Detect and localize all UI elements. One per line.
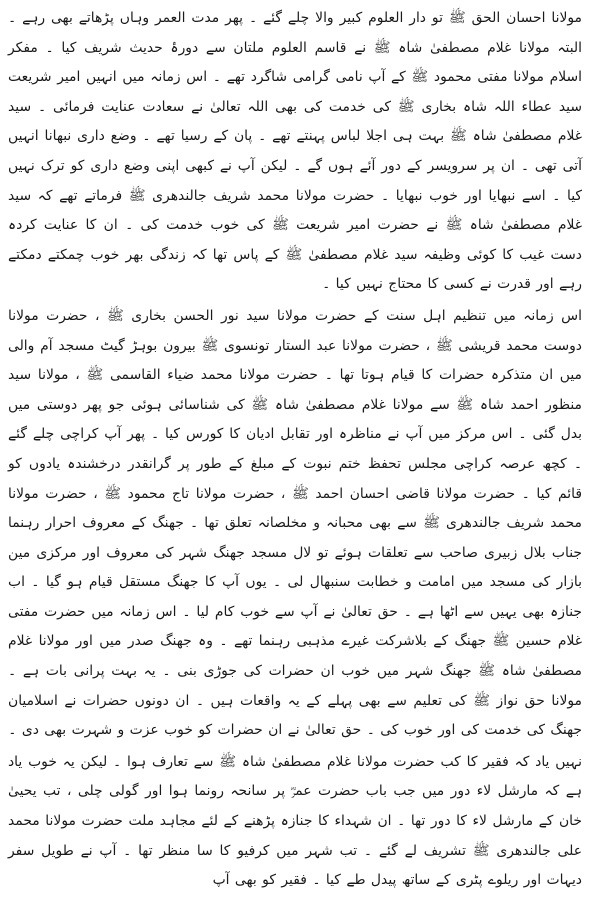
paragraph-3: نہیں یاد کہ فقیر کا کب حضرت مولانا غلام مصطفیٰ شاہ ﷺ سے تعارف ہوا ۔ لیکن یہ خوب یاد ہے کہ مارشل لاء دور میں جب باب حضرت عمرؓ پر سانحہ رونما ہوا اور گولی چلی ، تب یحییٰ خان کے مارشل لاء کا دور تھا ۔ ان شہداء کا جنازہ پڑھنے کے لئے مجاہد ملت حضرت مولانا محمد علی جالندھری ﷺ تشریف لے گئے ۔ تب شہر میں کرفیو کا سا منظر تھا ۔ آپ نے طویل سفر دیہات اور ریلوے پٹری کے ساتھ پیدل طے کیا ۔ فقیر کو بھی آپ [8,753,582,889]
document-page [8,4,582,916]
paragraph-1: مولانا احسان الحق ﷺ تو دار العلوم کبیر والا چلے گئے ۔ پھر مدت العمر وہاں پڑھاتے بھی رہے ۔ البتہ مولانا غلام مصطفیٰ شاہ ﷺ نے قاسم العلوم ملتان سے دورۂ حدیث شریف کیا ۔ مفکر اسلام مولانا مفتی محمود ﷺ کے آپ نامی گرامی شاگرد تھے ۔ اس زمانہ میں انہیں امیر شریعت سید عطاء اللہ شاہ بخاری ﷺ کی خدمت کی بھی اللہ تعالیٰ نے سعادت عنایت فرمائی ۔ سید غلام مصطفیٰ شاہ ﷺ بہت ہی اجلا لباس پہنتے تھے ۔ پان کے رسیا تھے ۔ وضع داری نبھانا انہیں آتی تھی ۔ ان پر سرویسر کے دور آئے ہوں گے ۔ لیکن آپ نے کبھی اپنی وضع داری کو ترک نہیں کیا ۔ اسے نبھایا اور خوب نبھایا ۔ حضرت مولانا محمد شریف جالندھری ﷺ فرماتے تھے کہ سید غلام مصطفیٰ شاہ ﷺ نے حضرت امیر شریعت ﷺ کی خوب خدمت کی ۔ ان کا عنایت کردہ دست غیب کا کوئی وظیفہ سید غلام مصطفیٰ ﷺ کے پاس تھا کہ زندگی بھر خوب چمکتے دمکتے رہے اور قدرت نے کسی کا محتاج نہیں کیا ۔ [8,10,582,293]
paragraph-2: اس زمانہ میں تنظیم اہل سنت کے حضرت مولانا سید نور الحسن بخاری ﷺ ، حضرت مولانا دوست محمد قریشی ﷺ ، حضرت مولانا عبد الستار تونسوی ﷺ بیرون بوہڑ گیٹ مسجد آم والی میں ان متذکرہ حضرات کا قیام ہوتا تھا ۔ حضرت مولانا محمد ضیاء القاسمی ﷺ ، مولانا سید منظور احمد شاہ ﷺ سے مولانا غلام مصطفیٰ شاہ ﷺ کی شناسائی ہوئی جو پھر دوستی میں بدل گئی ۔ اس مرکز میں آپ نے مناظرہ اور تقابل ادیان کا کورس کیا ۔ پھر آپ کراچی چلے گئے ۔ کچھ عرصہ کراچی مجلس تحفظ ختم نبوت کے مبلغ کے طور پر گرانقدر درخشندہ یادوں کو قائم کیا ۔ حضرت مولانا قاضی احسان احمد ﷺ ، حضرت مولانا تاج محمود ﷺ ، حضرت مولانا محمد شریف جالندھری ﷺ سے بھی محبانہ و مخلصانہ تعلق تھا ۔ جھنگ کے معروف احرار رہنما جناب بلال زبیری صاحب سے تعلقات ہوئے تو لال مسجد جھنگ شہر کی معروف اور مرکزی مین بازار کی مسجد میں امامت و خطابت سنبھال لی ۔ یوں آپ کا جھنگ مستقل قیام ہو گیا ۔ اب جنازہ بھی یہیں سے اٹھا ہے ۔ حق تعالیٰ نے آپ سے خوب کام لیا ۔ اس زمانہ میں حضرت مفتی غلام حسین ﷺ جھنگ کے بلاشرکت غیرے مذہبی رہنما تھے ۔ وہ جھنگ صدر میں اور مولانا غلام مصطفیٰ شاہ ﷺ جھنگ شہر میں خوب ان حضرات کی جوڑی بنی ۔ یہ بہت پرانی بات ہے ۔ مولانا حق نواز ﷺ کی تعلیم سے بھی پہلے کے یہ واقعات ہیں ۔ ان دونوں حضرات نے اسلامیان جھنگ کی خدمت کی اور خوب کی ۔ حق تعالیٰ نے ان حضرات کو خوب عزت و شہرت بھی دی ۔ [8,307,582,739]
